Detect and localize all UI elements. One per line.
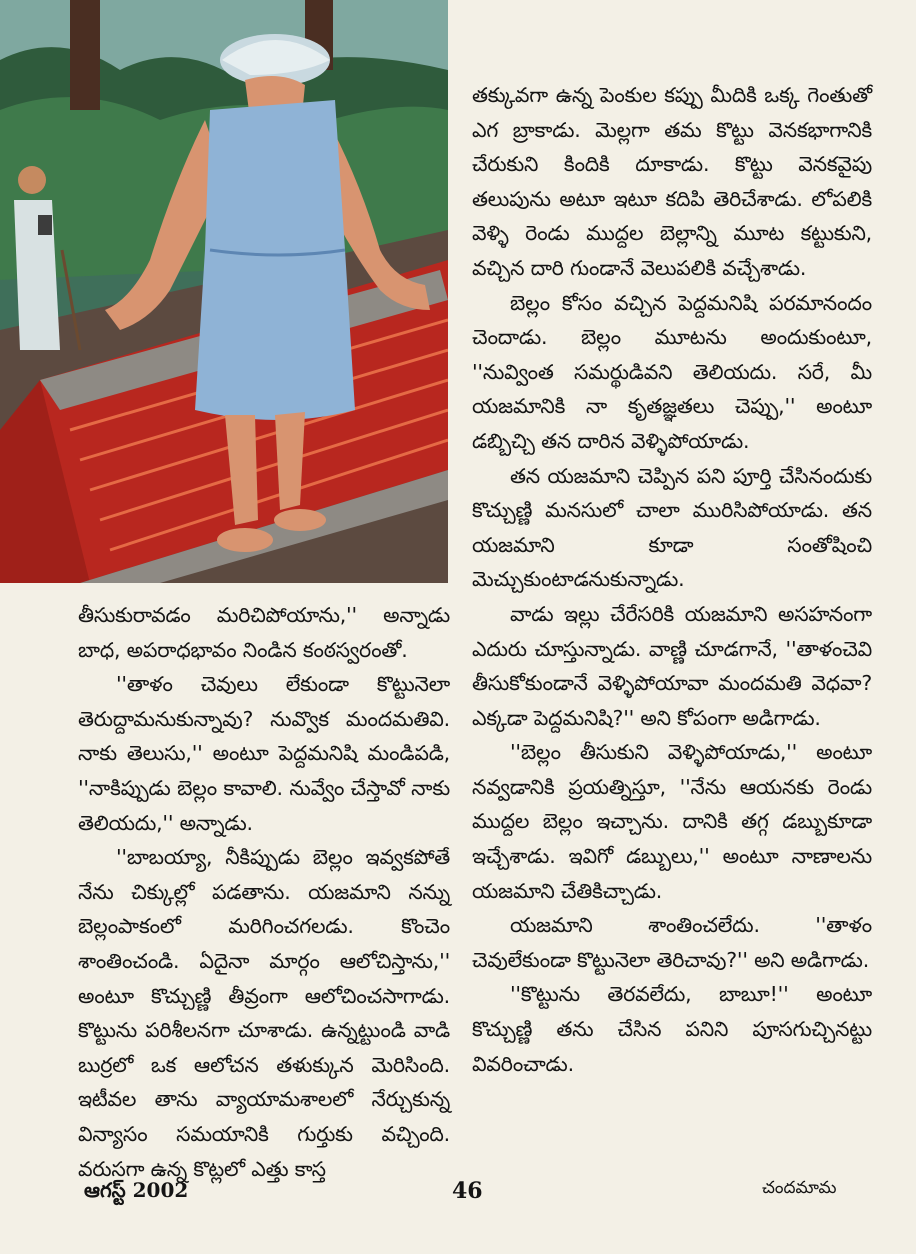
paragraph: తన యజమాని చెప్పిన పని పూర్తి చేసినందుకు కొచ్చుణ్ణి మనసులో చాలా మురిసిపోయాడు. తన యజమాని కూడా సంతోషించి మెచ్చుకుంటాడనుకున్నాడు. (472, 463, 872, 592)
paragraph: తక్కువగా ఉన్న పెంకుల కప్పు మీదికి ఒక్క గెంతుతో ఎగ బ్రాకాడు. మెల్లగా తమ కొట్టు వెనకభాగానికి చేరుకుని కిందికి దూకాడు. కొట్టు వెనకవైపు తలుపును అటూ ఇటూ కదిపి తెరిచేశాడు. లోపలికి వెళ్ళి రెండు ముద్దల బెల్లాన్ని మూట కట్టుకుని, వచ్చిన దారి గుండానే వెలుపలికి వచ్చేశాడు. (472, 83, 872, 280)
paragraph: బెల్లం కోసం వచ్చిన పెద్దమనిషి పరమానందం చెందాడు. బెల్లం మూటను అందుకుంటూ, ''నువ్వింత సమర్థుడివని తెలియదు. సరే, మీ యజమానికి నా కృతజ్ఞతలు చెప్పు,'' అంటూ డబ్బిచ్చి తన దారిన వెళ్ళిపోయాడు. (472, 290, 872, 453)
paragraph: తీసుకురావడం మరిచిపోయాను,'' అన్నాడు బాధ, అపరాధభావం నిండిన కంఠస్వరంతో. (78, 603, 450, 662)
page-number: 46 (452, 1178, 483, 1204)
story-illustration (0, 0, 448, 583)
right-text-column (472, 78, 872, 1081)
paragraph: ''బెల్లం తీసుకుని వెళ్ళిపోయాడు,'' అంటూ నవ్వడానికి ప్రయత్నిస్తూ, ''నేను ఆయనకు రెండు ముద్దల బెల్లం ఇచ్చాను. దానికి తగ్గ డబ్బుకూడా ఇచ్చేశాడు. ఇవిగో డబ్బులు,'' అంటూ నాణాలను యజమాని చేతికిచ్చాడు. (472, 740, 872, 903)
paragraph: ''బాబయ్యా, నీకిప్పుడు బెల్లం ఇవ్వకపోతే నేను చిక్కుల్లో పడతాను. యజమాని నన్ను బెల్లంపాకంలో మరిగించగలడు. కొంచెం శాంతించండి. ఏదైనా మార్గం ఆలోచిస్తాను,'' అంటూ కొచ్చుణ్ణి తీవ్రంగా ఆలోచించసాగాడు. కొట్టును పరిశీలనగా చూశాడు. ఉన్నట్టుండి వాడి బుర్రలో ఒక ఆలోచన తళుక్కున మెరిసింది. ఇటీవల తాను వ్యాయామశాలలో నేర్చుకున్న విన్యాసం సమయానికి గుర్తుకు వచ్చింది. వరుసగా ఉన్న కొట్లలో ఎత్తు కాస్త (78, 845, 450, 1181)
paragraph: ''తాళం చెవులు లేకుండా కొట్టునెలా తెరుద్దామనుకున్నావు? నువ్వొక మందమతివి. నాకు తెలుసు,'' అంటూ పెద్దమనిషి మండిపడి, ''నాకిప్పుడు బెల్లం కావాలి. నువ్వేం చేస్తావో నాకు తెలియదు,'' అన్నాడు. (78, 672, 450, 835)
footer-magazine-name: చందమామ (762, 1178, 837, 1198)
paragraph: వాడు ఇల్లు చేరేసరికి యజమాని అసహనంగా ఎదురు చూస్తున్నాడు. వాణ్ణి చూడగానే, ''తాళంచెవి తీసుకోకుండానే వెళ్ళిపోయావా మందమతి వెధవా? ఎక్కడా పెద్దమనిషి?'' అని కోపంగా అడిగాడు. (472, 601, 872, 730)
left-text-column (78, 598, 450, 1186)
man-in-turban-at-door-illustration (0, 0, 448, 583)
paragraph: యజమాని శాంతించలేదు. ''తాళం చెవులేకుండా కొట్టునెలా తెరిచావు?'' అని అడిగాడు. (472, 913, 872, 972)
paragraph: ''కొట్టును తెరవలేదు, బాబూ!'' అంటూ కొచ్చుణ్ణి తను చేసిన పనిని పూసగుచ్చినట్టు వివరించాడు. (472, 982, 872, 1076)
footer-issue-date: ఆగస్ట్ 2002 (84, 1178, 189, 1202)
